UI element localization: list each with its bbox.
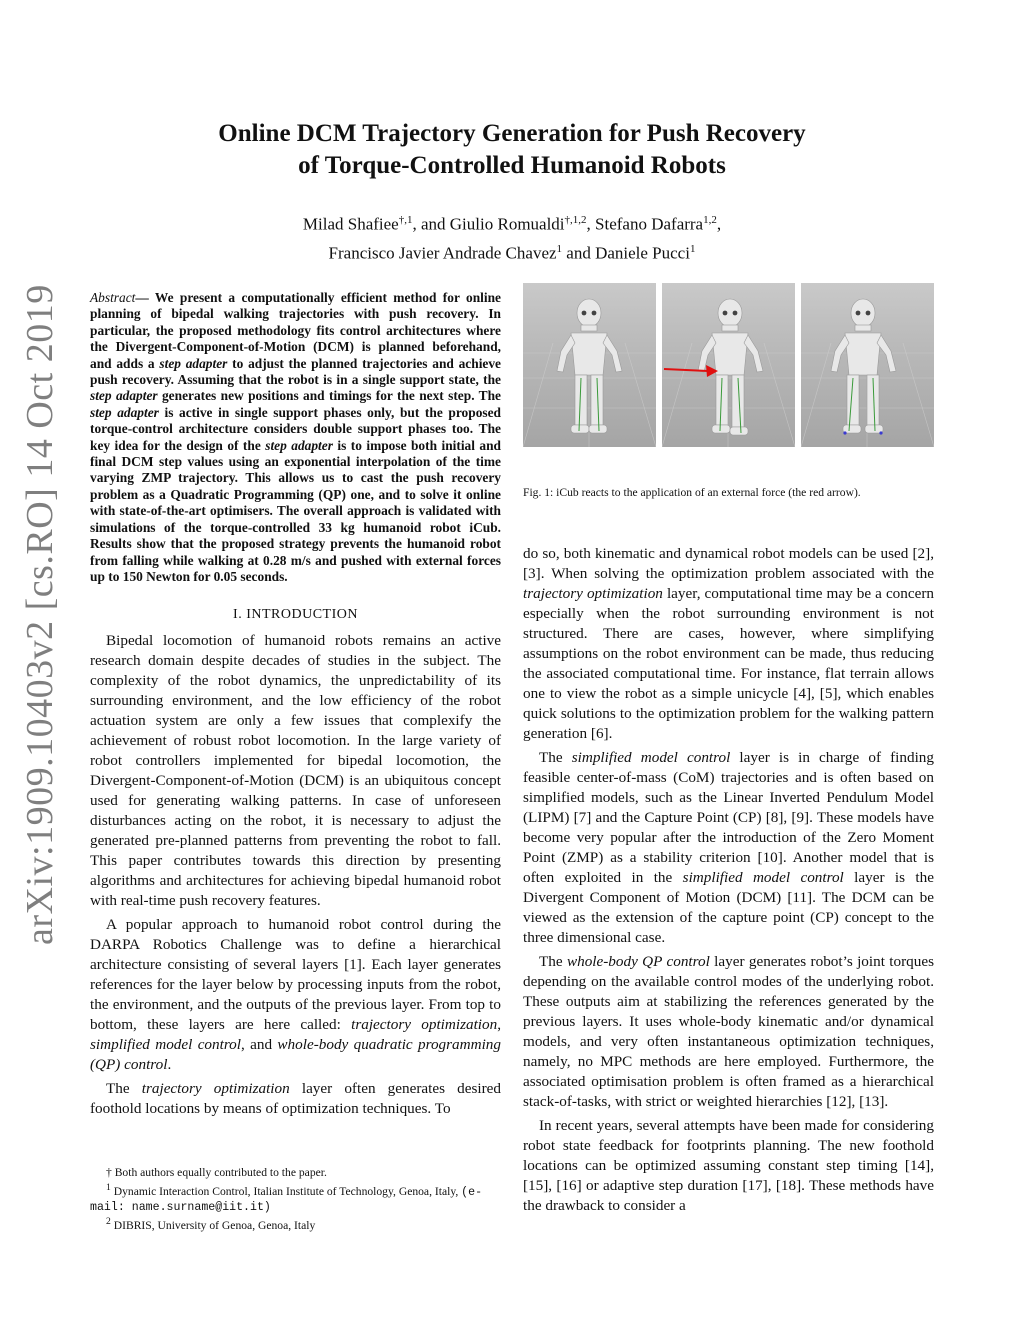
emph-run: trajectory optimization bbox=[141, 1080, 290, 1098]
footnote-affiliation-2 bbox=[90, 1215, 501, 1233]
footnotes bbox=[90, 1166, 501, 1234]
text-run: The bbox=[539, 749, 572, 766]
title-line-2: of Torque-Controlled Humanoid Robots bbox=[298, 152, 726, 179]
author-shafiee: Milad Shafiee bbox=[302, 214, 399, 234]
text-run: The bbox=[106, 1080, 142, 1098]
emph-run: whole-body quadratic programming (QP) control bbox=[90, 1036, 501, 1074]
title-line-1: Online DCM Trajectory Generation for Push Recovery bbox=[218, 120, 806, 147]
affil-mark: 1,2 bbox=[703, 214, 717, 226]
author-pucci: and Daniele Pucci bbox=[562, 243, 690, 263]
author-andrade-chavez: Francisco Javier Andrade Chavez bbox=[328, 243, 557, 263]
section-heading-introduction bbox=[90, 605, 501, 625]
intro-paragraph-1: Bipedal locomotion of humanoid robots remains an active research domain despite decades of studies in the subject. The complexity of the robot dynamics, the unpredictability of its surrounding environment, and the low efficiency of the robot actuation system are only a few issues that complexify the achievement of robust robot locomotion. In the large variety of robot controllers implemented for bipedal locomotion, the Divergent-Component-of-Motion (DCM) is an ubiquitous concept used for generating walking patterns. In case of unforeseen disturbances acting on the robot, it is necessary to adjust the generated pre-planned patterns from preventing the robot to fall. This paper contributes towards this direction by presenting algorithms and architectures for achieving bipedal humanoid robot with real-time push recovery features. bbox=[90, 632, 501, 910]
text-run: , and bbox=[241, 1036, 278, 1054]
text-run: layer, computational time may be a concern especially when the robot surrounding environment is not structured. There are cases, however, where simplifying assumptions on the robot environment can be made, thus reducing the associated computational time. For instance, flat terrain allows one to view the robot as a simple unicycle [4], [5], which enables quick solutions to the optimization problem for the walking pattern generation [6]. bbox=[523, 585, 935, 742]
abstract-emph: step adapter bbox=[265, 437, 333, 453]
text-run: layer often generates desired foothold locations by means of optimization techniques. To bbox=[90, 1080, 501, 1118]
abstract-emph: step adapter bbox=[90, 404, 159, 420]
text-run: layer is the Divergent Component of Motion (DCM) [11]. The DCM can be viewed as the extension of the capture point (CP) concept to the three dimensional case. bbox=[523, 869, 934, 946]
text-run: The bbox=[539, 953, 567, 970]
arxiv-watermark: arXiv:1909.10403v2 [cs.RO] 14 Oct 2019 bbox=[19, 284, 61, 945]
abstract-label: Abstract bbox=[90, 290, 136, 305]
emph-run: simplified model control bbox=[682, 869, 844, 886]
text-run: . bbox=[167, 1056, 172, 1074]
right-paragraph-4: In recent years, several attempts have been made for considering robot state feedback for footprints planning. The new foothold locations can be optimized assuming constant step timing [14], [15], [16] or adaptive step duration [17], [18]. These methods have the drawback to consider a bbox=[523, 1117, 934, 1214]
emph-run: simplified model control bbox=[90, 1036, 242, 1054]
email-address: (e-mail: name.surname@iit.it) bbox=[90, 1185, 483, 1214]
affil-mark: 1 bbox=[556, 242, 563, 255]
footnote-equal-contribution: † Both authors equally contributed to the paper. bbox=[106, 1166, 327, 1179]
author-line-2 bbox=[160, 237, 864, 266]
right-paragraph-1 bbox=[523, 544, 934, 744]
affil-mark: †,1 bbox=[398, 214, 413, 226]
text-run: do so, both kinematic and dynamical robot models can be used [2], [3]. When solving the optimization problem associated with the bbox=[523, 545, 934, 582]
abstract-text: generates new positions and timings for the next step. The bbox=[157, 388, 502, 404]
intro-paragraph-3 bbox=[90, 1079, 501, 1119]
abstract-text: to adjust the planned trajectories and achieve push recovery. Assuming that the robot is in a single support state, the bbox=[90, 355, 502, 388]
emph-run: trajectory optimization bbox=[351, 1016, 498, 1034]
intro-paragraph-2 bbox=[90, 915, 501, 1075]
abstract-emph: step adapter bbox=[159, 355, 228, 371]
footnote-text: Dynamic Interaction Control, Italian Institute of Technology, Genoa, Italy, bbox=[110, 1184, 462, 1198]
emph-run: whole-body QP control bbox=[566, 953, 710, 970]
author-list bbox=[160, 208, 864, 265]
right-paragraph-3 bbox=[523, 952, 934, 1112]
author-line-1 bbox=[160, 208, 864, 237]
section-number: I. bbox=[233, 607, 247, 623]
text-run: A popular approach to humanoid robot control during the DARPA Robotics Challenge was to define a hierarchical architecture consisting of several layers [1]. Each layer generates references for the layer below by processing inputs from the robot, the environment, and the outputs of the previous layer. From top to bottom, these layers are here called: bbox=[90, 916, 501, 1034]
section-title: INTRODUCTION bbox=[246, 607, 358, 623]
affil-mark: †,1,2 bbox=[564, 214, 587, 226]
abstract-text: We present a computationally efficient method for online planning of bipedal walking trajectories with push recovery. In particular, the proposed methodology fits control architectures where the Divergent-Component-of-Motion (DCM) is planned beforehand, and adds a bbox=[90, 290, 502, 371]
right-column bbox=[523, 544, 934, 1216]
author-separator: , bbox=[716, 214, 722, 234]
emph-run: simplified model control bbox=[571, 749, 731, 766]
author-romualdi: , and Giulio Romualdi bbox=[412, 214, 565, 234]
robot-image-after-push bbox=[801, 283, 934, 447]
footnote-affiliation-1 bbox=[90, 1181, 501, 1216]
abstract-emph: step adapter bbox=[90, 388, 158, 404]
right-paragraph-2 bbox=[523, 748, 934, 948]
abstract-text: is active in single support phases only, but the proposed torque-control architecture considers double support phases too. The key idea for the design of the bbox=[90, 404, 501, 453]
footnote-text: DIBRIS, University of Genoa, Genoa, Italy bbox=[110, 1219, 316, 1233]
text-run: layer is in charge of finding feasible center-of-mass (CoM) trajectories and is often based on simplified models, such as the Linear Inverted Pendulum Model (LIPM) [7] and the Capture Point (CP) [8], [9]. These models have become very popular after the introduction of the Zero Moment Point (ZMP) as a stability criterion [10]. Another model that is often exploited in the bbox=[523, 749, 934, 886]
figure-1-caption: Fig. 1: iCub reacts to the application of an external force (the red arrow). bbox=[523, 486, 861, 499]
robot-image-before-push bbox=[523, 283, 656, 447]
text-run: layer generates robot’s joint torques depending on the available control modes of the underlying robot. These outputs aim at stabilizing the references generated by the previous layers. It uses whole-body kinematic and/or dynamical models, and very often instantaneous optimization techniques, namely, no MPC methods are here employed. Furthermore, the associated optimisation problem is often framed as a hierarchical stack-of-tasks, with strict or weighted hierarchies [12], [13]. bbox=[523, 953, 934, 1110]
left-column bbox=[90, 290, 501, 1119]
paper-title bbox=[160, 118, 864, 182]
affil-mark: 1 bbox=[106, 1181, 111, 1193]
abstract-text: is to impose both initial and final DCM step values using an exponential interpolation of the time varying ZMP trajectory. This allows us to cast the push recovery problem as a Quadratic Programming (QP) one, and to solve it online with state-of-the-art optimisers. The overall approach is validated with simulations of the torque-controlled 33 kg humanoid robot iCub. Results show that the proposed strategy prevents the humanoid robot from falling while walking at 0.28 m/s and pushed with external forces up to 150 Newton for 0.05 seconds. bbox=[90, 437, 502, 584]
emph-run: trajectory optimization bbox=[523, 585, 663, 602]
affil-mark: 1 bbox=[689, 242, 696, 255]
figure-1 bbox=[523, 283, 934, 447]
abstract-dash: — bbox=[135, 290, 155, 305]
abstract bbox=[90, 290, 501, 585]
author-dafarra: , Stefano Dafarra bbox=[586, 214, 704, 234]
text-run: , bbox=[497, 1016, 501, 1034]
affil-mark: 2 bbox=[106, 1216, 111, 1228]
robot-image-during-push bbox=[662, 283, 795, 447]
